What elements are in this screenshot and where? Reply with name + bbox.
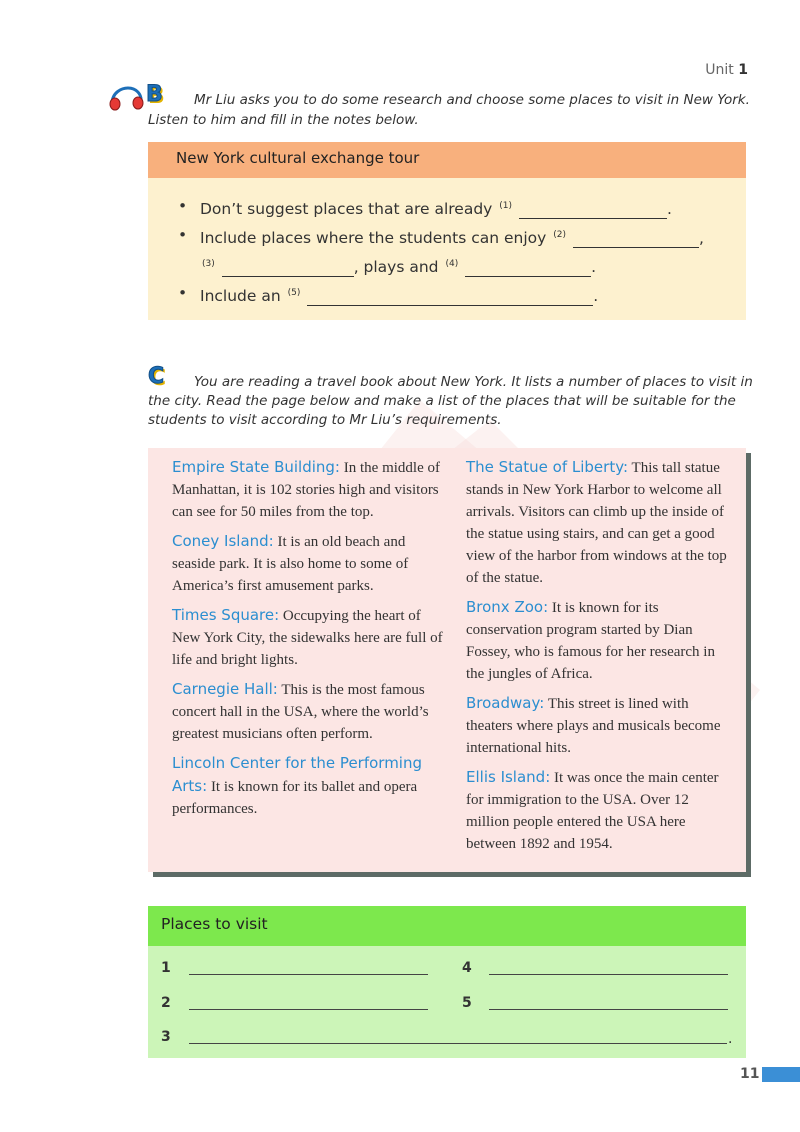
place-answer-line-1[interactable] xyxy=(189,974,428,975)
place-description: In the middle of Manhattan, it is 102 stories high and visitors can see for 50 miles from the top. xyxy=(172,460,440,520)
place-number: 1 xyxy=(161,960,171,976)
note-bullet-2-continued xyxy=(174,250,746,279)
section-b-letter: B xyxy=(146,82,163,107)
note-text: Include places where the students can enjoy xyxy=(200,229,547,247)
place-answer-line-5[interactable] xyxy=(489,1009,728,1010)
place-name: Broadway: xyxy=(466,694,545,712)
place-description: This tall statue stands in New York Harbor to welcome all arrivals. Visitors can climb up the inside of the statue using stairs, and can get a good view of the harbor from windows at the top of the statue. xyxy=(466,460,727,586)
place-name: Ellis Island: xyxy=(466,768,551,786)
note-text: , plays and xyxy=(353,258,439,276)
place-description: This is the most famous concert hall in the USA, where the world’s greatest musicians often perform. xyxy=(172,682,429,742)
place-description: It is known for its conservation program started by Dian Fossey, who is famous for her research in the jungles of Africa. xyxy=(466,600,715,682)
bullet-dot: • xyxy=(178,197,188,215)
section-b-instruction-line2: Listen to him and fill in the notes below. xyxy=(148,112,419,128)
right-column xyxy=(466,456,732,862)
place-end-period: . xyxy=(728,1031,733,1047)
places-to-visit-box xyxy=(148,906,746,1058)
place-description: It is known for its ballet and opera performances. xyxy=(172,779,418,817)
place-name: Times Square: xyxy=(172,606,280,624)
note-comma: , xyxy=(698,229,704,247)
place-description: It is an old beach and seaside park. It is also home to some of America’s first amusement parks. xyxy=(172,534,409,594)
place-answer-line-4[interactable] xyxy=(489,974,728,975)
place-number: 3 xyxy=(161,1029,171,1045)
note-period: . xyxy=(591,258,597,276)
places-title: Places to visit xyxy=(148,906,746,946)
section-c-letter: C xyxy=(148,364,165,389)
place-entry xyxy=(172,604,444,671)
notes-title: New York cultural exchange tour xyxy=(148,142,746,178)
place-description: This street is lined with theaters where plays and musicals become international hits. xyxy=(466,696,721,756)
notes-box xyxy=(148,142,746,320)
answer-blank-5[interactable] xyxy=(307,288,593,306)
answer-blank-3[interactable] xyxy=(222,259,354,277)
note-bullet-1 xyxy=(174,192,746,221)
notes-list xyxy=(148,178,746,308)
place-number: 2 xyxy=(161,995,171,1011)
place-description: It was once the main center for immigration to the USA. Over 12 million people entered the USA here between 1892 and 1954. xyxy=(466,770,719,852)
place-entry xyxy=(466,456,732,589)
blank-number-2: (2) xyxy=(553,230,566,240)
page-number-bar xyxy=(762,1067,800,1082)
unit-label xyxy=(705,62,748,78)
section-c-instruction-line1: You are reading a travel book about New York. It lists a number of places to visit in xyxy=(194,374,753,390)
place-entry xyxy=(172,752,444,820)
headphones-icon xyxy=(108,86,144,112)
bullet-dot: • xyxy=(178,284,188,302)
answer-blank-1[interactable] xyxy=(519,201,667,219)
note-bullet-2 xyxy=(174,221,746,250)
note-period: . xyxy=(666,200,672,218)
place-name: The Statue of Liberty: xyxy=(466,458,629,476)
place-answer-line-2[interactable] xyxy=(189,1009,428,1010)
place-entry xyxy=(466,596,732,685)
place-number: 5 xyxy=(462,995,472,1011)
place-name: Coney Island: xyxy=(172,532,274,550)
unit-number: 1 xyxy=(738,62,748,78)
blank-number-5: (5) xyxy=(287,288,301,298)
blank-number-4: (4) xyxy=(445,259,459,269)
place-number: 4 xyxy=(462,960,472,976)
note-period: . xyxy=(593,287,599,305)
unit-word: Unit xyxy=(705,62,734,78)
bullet-dot: • xyxy=(178,226,188,244)
note-bullet-3 xyxy=(174,279,746,308)
place-entry xyxy=(172,456,444,523)
place-name: Bronx Zoo: xyxy=(466,598,549,616)
section-c-instruction-line3: students to visit according to Mr Liu’s requirements. xyxy=(148,412,502,428)
place-entry xyxy=(466,766,732,855)
note-text: Don’t suggest places that are already xyxy=(200,200,493,218)
section-c-instruction-line2: the city. Read the page below and make a list of the places that will be suitable for the xyxy=(148,393,736,409)
place-answer-line-3[interactable] xyxy=(189,1043,727,1044)
place-name: Empire State Building: xyxy=(172,458,340,476)
place-description: Occupying the heart of New York City, the sidewalks here are full of life and bright lights. xyxy=(172,608,443,668)
note-text: Include an xyxy=(200,287,281,305)
section-b-instruction-line1: Mr Liu asks you to do some research and choose some places to visit in New York. xyxy=(194,92,750,108)
place-name: Carnegie Hall: xyxy=(172,680,278,698)
place-name: Lincoln Center for the Performing Arts: xyxy=(172,754,423,795)
answer-blank-4[interactable] xyxy=(465,259,591,277)
left-column xyxy=(172,456,444,827)
place-entry xyxy=(466,692,732,759)
answer-blank-2[interactable] xyxy=(573,230,699,248)
travel-book-excerpt xyxy=(148,448,746,872)
blank-number-3: (3) xyxy=(202,259,215,269)
place-entry xyxy=(172,678,444,745)
blank-number-1: (1) xyxy=(499,201,513,211)
place-entry xyxy=(172,530,444,597)
page-number: 11 xyxy=(740,1066,760,1082)
